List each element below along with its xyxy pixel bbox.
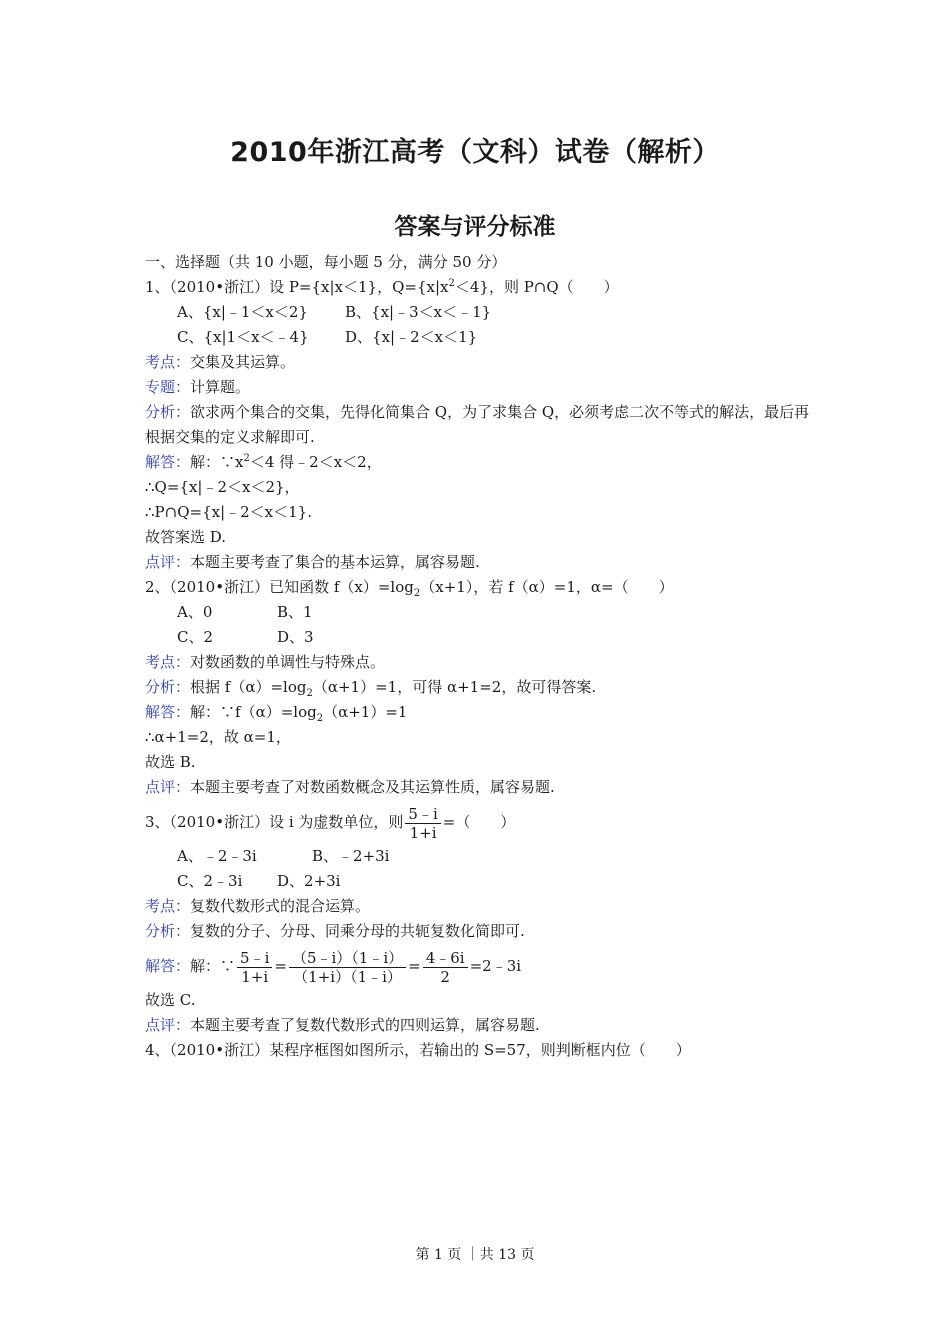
question-1-jieda: 解答：解：$\because x^2<4$ 得﹣2＜x＜2， bbox=[145, 453, 382, 471]
option-b: B、﹣2+3i bbox=[312, 847, 390, 865]
page-footer: 第 1 页 ｜共 13 页 bbox=[415, 1247, 535, 1263]
option-d: D、{x|﹣2＜x＜1} bbox=[345, 328, 478, 346]
question-1-options-ab bbox=[145, 300, 815, 325]
option-c: C、2 bbox=[177, 628, 214, 646]
question-3-dianping: 点评：本题主要考查了复数代数形式的四则运算，属容易题. bbox=[145, 1016, 540, 1034]
option-a: A、{x|﹣1＜x＜2} bbox=[177, 303, 308, 321]
option-a: A、﹣2﹣3i bbox=[177, 847, 257, 865]
question-2-fenxi: 分析：根据 $f(\alpha)=\log_2(\alpha+1)=1$，可得 α+1=2，故可得答案. bbox=[145, 678, 597, 699]
option-d: D、3 bbox=[277, 628, 314, 646]
fraction-1: $\frac{5﹣i}{1+i}$ bbox=[237, 949, 272, 986]
option-c: C、{x|1＜x＜﹣4} bbox=[177, 328, 309, 346]
question-4-stem: 4、（2010•浙江）某程序框图如图所示，若输出的 S=57，则判断框内位（ ） bbox=[145, 1041, 691, 1059]
question-2-options-cd bbox=[145, 625, 815, 650]
question-2-jieda: 解答：解：$\because f(\alpha)=\log_2(\alpha+1)=1$ bbox=[145, 703, 408, 724]
question-1-zhuanti: 专题：计算题。 bbox=[145, 378, 251, 396]
question-2-options-ab bbox=[145, 600, 815, 625]
question-1-stem: 1、（2010•浙江）设 P={x|x＜1}，$Q=\{x|x^2<4\}$，则 P∩Q（ ） bbox=[145, 278, 619, 296]
question-3-options-ab bbox=[145, 844, 815, 869]
option-b: B、{x|﹣3＜x＜﹣1} bbox=[345, 303, 492, 321]
fraction-3: $\frac{4﹣6i}{2}$ bbox=[423, 949, 468, 986]
question-1-answer: 故答案选 D. bbox=[145, 528, 227, 546]
question-2-answer: 故选 B. bbox=[145, 753, 196, 771]
question-3-jieda: 解答：解：∵ $\frac{5﹣i}{1+i}$ = $\frac{(5﹣i)(1﹣i)}{(1+i)(1﹣i)}$ = $\frac{4﹣6i}{2}$ =2﹣3i bbox=[145, 948, 522, 986]
stem-fraction: $\frac{5﹣i}{1+i}$ bbox=[405, 805, 440, 842]
page-title: 2010年浙江高考（文科）试卷（解析） bbox=[230, 137, 720, 168]
option-a: A、0 bbox=[177, 603, 213, 621]
question-2-step-1: ∴α+1=2，故 α=1， bbox=[145, 728, 291, 746]
question-1-step-1: ∴Q={x|﹣2＜x＜2}， bbox=[145, 478, 300, 496]
question-3-stem: 3、（2010•浙江）设 i 为虚数单位，则 $\frac{5﹣i}{1+i}$ =（ ） bbox=[145, 804, 516, 842]
option-d: D、2+3i bbox=[277, 872, 341, 890]
page-subtitle: 答案与评分标准 bbox=[394, 214, 556, 240]
question-1-dianping: 点评：本题主要考查了集合的基本运算，属容易题. bbox=[145, 553, 480, 571]
question-2-stem: 2、（2010•浙江）已知函数 $f(x)=\log_2(x+1)$，若 f（α）=1，α=（ ） bbox=[145, 578, 674, 599]
question-3-kaodian: 考点：复数代数形式的混合运算。 bbox=[145, 897, 371, 915]
question-1-options-cd bbox=[145, 325, 815, 350]
question-3-answer: 故选 C. bbox=[145, 991, 196, 1009]
question-3-fenxi: 分析：复数的分子、分母、同乘分母的共轭复数化简即可. bbox=[145, 922, 525, 940]
question-2-dianping: 点评：本题主要考查了对数函数概念及其运算性质，属容易题. bbox=[145, 778, 555, 796]
option-c: C、2﹣3i bbox=[177, 872, 243, 890]
question-3-options-cd bbox=[145, 869, 815, 894]
option-b: B、1 bbox=[277, 603, 313, 621]
fraction-2: $\frac{(5﹣i)(1﹣i)}{(1+i)(1﹣i)}$ bbox=[289, 949, 406, 986]
question-1-kaodian: 考点：交集及其运算。 bbox=[145, 353, 296, 371]
question-1-fenxi: 分析：欲求两个集合的交集，先得化简集合 Q，为了求集合 Q，必须考虑二次不等式的解法，最后再根据交集的定义求解即可. bbox=[145, 403, 810, 446]
document-content bbox=[145, 250, 815, 1063]
question-2-kaodian: 考点：对数函数的单调性与特殊点。 bbox=[145, 653, 386, 671]
question-1-step-2: ∴P∩Q={x|﹣2＜x＜1}. bbox=[145, 503, 312, 521]
section-heading: 一、选择题（共 10 小题，每小题 5 分，满分 50 分） bbox=[145, 253, 507, 271]
